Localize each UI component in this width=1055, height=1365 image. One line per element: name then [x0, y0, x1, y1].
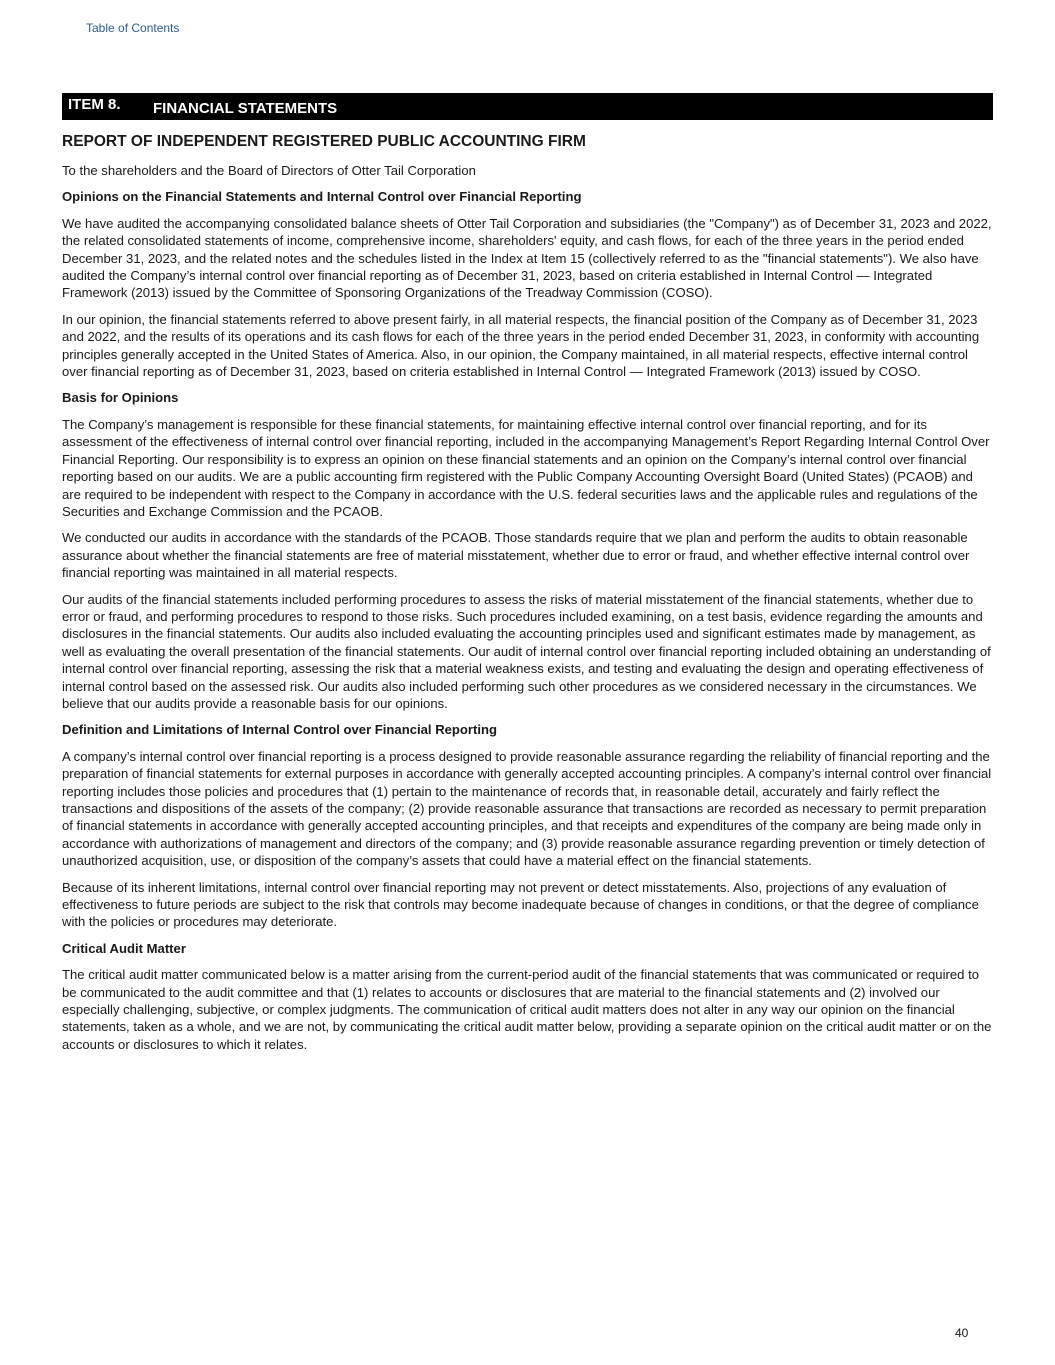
item-number: ITEM 8.: [68, 96, 121, 113]
paragraph: The Company’s management is responsible for these financial statements, for maintaining effective internal control over financial reporting, and for its assessment of the effectiveness of internal control over financial reporting, included in the accompanying Management’s Report Regarding Internal Control Over Financial Reporting. Our responsibility is to express an opinion on these financial statements and an opinion on the Company’s internal control over financial reporting based on our audits. We are a public accounting firm registered with the Public Company Accounting Oversight Board (United States) (PCAOB) and are required to be independent with respect to the Company in accordance with the U.S. federal securities laws and the applicable rules and regulations of the Securities and Exchange Commission and the PCAOB.: [62, 416, 990, 519]
definition-heading: Definition and Limitations of Internal Control over Financial Reporting: [62, 722, 498, 738]
paragraph: The critical audit matter communicated below is a matter arising from the current-period audit of the financial statements that was communicated or required to be communicated to the audit committee and that (1) relates to accounts or disclosures that are material to the financial statements and (2) involved our especially challenging, subjective, or complex judgments. The communication of critical audit matters does not alter in any way our opinion on the financial statements, taken as a whole, and we are not, by communicating the critical audit matter below, providing a separate opinion on the critical audit matter or on the accounts or disclosures to which it relates.: [62, 967, 992, 1052]
critical-audit-heading: Critical Audit Matter: [62, 940, 186, 956]
paragraph: In our opinion, the financial statements referred to above present fairly, in all material respects, the financial position of the Company as of December 31, 2023 and 2022, and the results of its operations and its cash flows for each of the three years in the period ended December 31, 2023, in conformity with accounting principles generally accepted in the United States of America. Also, in our opinion, the Company maintained, in all material respects, effective internal control over financial reporting as of December 31, 2023, based on criteria established in Internal Control — Integrated Framework (2013) issued by COSO.: [62, 311, 980, 380]
addressee: To the shareholders and the Board of Directors of Otter Tail Corporation: [62, 163, 476, 178]
table-of-contents-link[interactable]: Table of Contents: [86, 21, 180, 35]
section-header-bar: [62, 93, 993, 120]
paragraph: We have audited the accompanying consolidated balance sheets of Otter Tail Corporation and subsidiaries (the "Company") as of December 31, 2023 and 2022, the related consolidated statements of income, comprehensive income, shareholders' equity, and cash flows, for each of the three years in the period ended December 31, 2023, and the related notes and the schedules listed in the Index at Item 15 (collectively referred to as the "financial statements"). We also have audited the Company’s internal control over financial reporting as of December 31, 2023, based on criteria established in Internal Control — Integrated Framework (2013) issued by the Committee of Sponsoring Organizations of the Treadway Commission (COSO).: [62, 215, 992, 301]
paragraph: Our audits of the financial statements included performing procedures to assess the risks of material misstatement of the financial statements, whether due to error or fraud, and performing procedures to respond to those risks. Such procedures included examining, on a test basis, evidence regarding the amounts and disclosures in the financial statements. Our audits also included evaluating the accounting principles used and significant estimates made by management, as well as evaluating the overall presentation of the financial statements. Our audit of internal control over financial reporting included obtaining an understanding of internal control over financial reporting, assessing the risk that a material weakness exists, and testing and evaluating the design and operating effectiveness of internal control based on the assessed risk. Our audits also included performing such other procedures as we considered necessary in the circumstances. We believe that our audits provide a reasonable basis for our opinions.: [62, 591, 991, 711]
paragraph: A company’s internal control over financial reporting is a process designed to provide reasonable assurance regarding the reliability of financial reporting and the preparation of financial statements for external purposes in accordance with generally accepted accounting principles. A company’s internal control over financial reporting includes those policies and procedures that (1) pertain to the maintenance of records that, in reasonable detail, accurately and fairly reflect the transactions and dispositions of the assets of the company; (2) provide reasonable assurance that transactions are recorded as necessary to permit preparation of financial statements in accordance with generally accepted accounting principles, and that receipts and expenditures of the company are being made only in accordance with authorizations of management and directors of the company; and (3) provide reasonable assurance regarding prevention or timely detection of unauthorized acquisition, use, or disposition of the company’s assets that could have a material effect on the financial statements.: [62, 748, 992, 869]
basis-heading: Basis for Opinions: [62, 390, 179, 406]
paragraph: Because of its inherent limitations, internal control over financial reporting may not prevent or detect misstatements. Also, projections of any evaluation of effectiveness to future periods are subject to the risk that controls may become inadequate because of changes in conditions, or that the degree of compliance with the policies or procedures may deteriorate.: [62, 879, 979, 930]
report-title: REPORT OF INDEPENDENT REGISTERED PUBLIC ACCOUNTING FIRM: [62, 133, 586, 150]
paragraph: We conducted our audits in accordance with the standards of the PCAOB. Those standards require that we plan and perform the audits to obtain reasonable assurance about whether the financial statements are free of material misstatement, whether due to error or fraud, and whether effective internal control over financial reporting was maintained in all material respects.: [62, 530, 970, 581]
page-number: 40: [955, 1326, 969, 1340]
item-title: FINANCIAL STATEMENTS: [153, 99, 338, 117]
opinions-heading: Opinions on the Financial Statements and Internal Control over Financial Reporting: [62, 189, 582, 205]
report-body: [62, 132, 995, 1062]
